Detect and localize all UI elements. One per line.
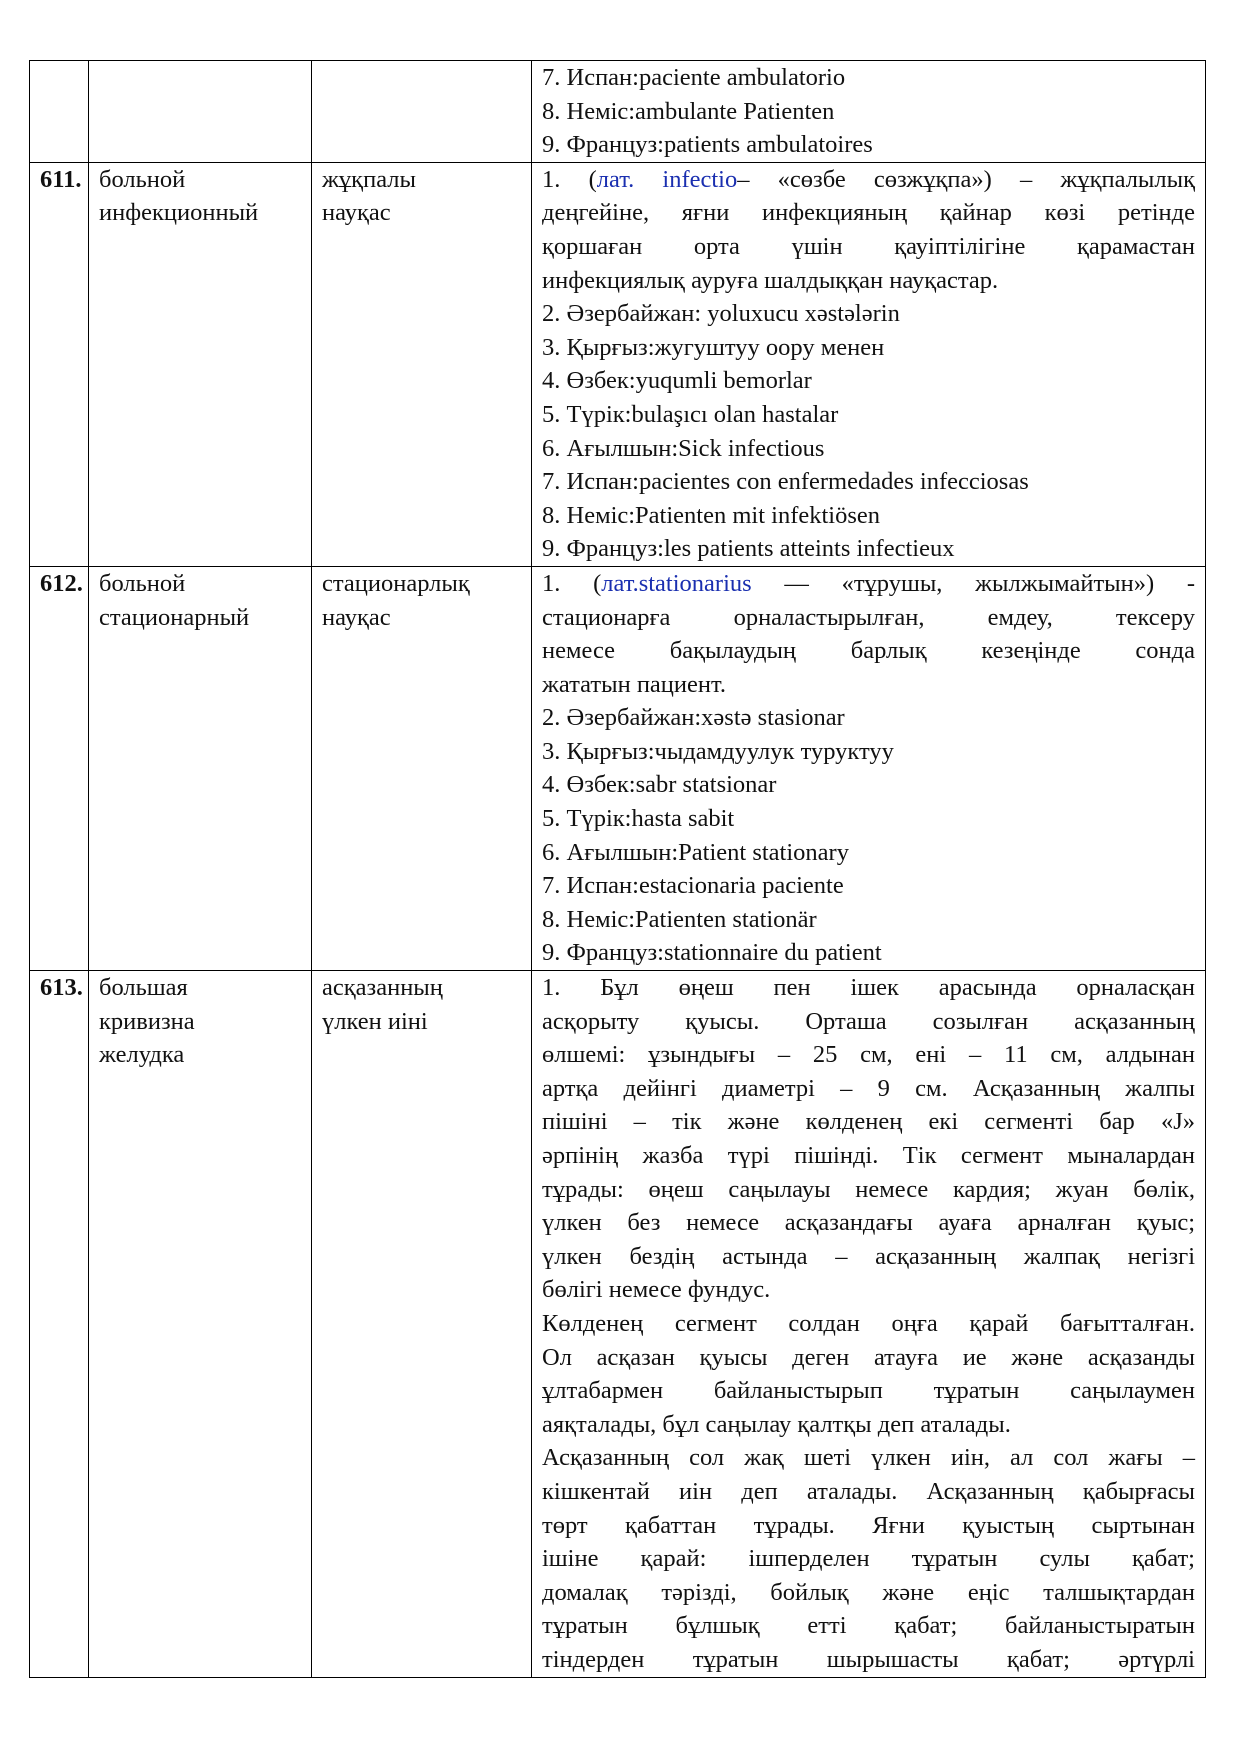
definition-line: тұрады: өңеш саңылауы немесе кардия; жуан бөлік,	[542, 1175, 1195, 1203]
definition-line: 1. Бұл өңеш пен ішек арасында орналасқан	[542, 974, 1195, 1002]
definition-line: кішкентай иін деп аталады. Асқазанның қабырғасы	[542, 1477, 1195, 1505]
definition-cell	[532, 566, 1206, 970]
translation-line: 8. Неміс:Patienten mit infektiösen	[542, 501, 881, 529]
definition-line: жататын пациент.	[542, 670, 727, 698]
entry-number	[30, 61, 89, 163]
definition-line: артқа дейінгі диаметрі – 9 см. Асқазанның жалпы	[542, 1074, 1195, 1102]
translation-line: 9. Француз:patients ambulatoires	[542, 131, 873, 159]
definition-line: домалақ тәрізді, бойлық және еңіс талшықтардан	[542, 1578, 1195, 1606]
definition-line: әрпінің жазба түрі пішінді. Тік сегмент мыналардан	[542, 1142, 1195, 1169]
definition-cell	[532, 61, 1206, 163]
definition-line: қоршаған орта үшін қауіптілігіне қарамастан	[542, 232, 1195, 260]
entry-number: 613.	[30, 971, 89, 1677]
kazakh-term: асқазанның үлкен иіні	[312, 971, 532, 1677]
definition-line: тұратын бұлшық етті қабат; байланыстыратын	[542, 1612, 1195, 1640]
translation-line: 3. Қырғыз:чыдамдуулук туруктуу	[542, 737, 894, 765]
definition-intro-line: 1. (лат.stationarius — «тұрушы, жылжымайтын») -	[542, 569, 1195, 597]
translation-line: 2. Әзербайжан:xəstə stasionar	[542, 704, 845, 732]
definition-line: ұлтабармен байланыстырып тұратын саңылаумен	[542, 1377, 1195, 1405]
translation-line: 7. Испан:paciente ambulatorio	[542, 64, 846, 91]
definition-line: үлкен бездің астында – асқазанның жалпақ негізгі	[542, 1242, 1195, 1270]
kazakh-term	[312, 61, 532, 163]
russian-term: большая кривизна желудка	[89, 971, 312, 1677]
translation-line: 7. Испан:pacientes con enfermedades infecciosas	[542, 468, 1029, 496]
table-row	[30, 566, 1206, 970]
latin-term: лат.stationarius	[601, 569, 752, 597]
definition-line: аяқталады, бұл саңылау қалтқы деп аталады.	[542, 1410, 1011, 1438]
translation-line: 6. Ағылшын:Sick infectious	[542, 434, 825, 462]
translation-line: 9. Француз:les patients atteints infectieux	[542, 535, 955, 563]
definition-line: төрт қабаттан тұрады. Яғни қуыстың сыртынан	[542, 1511, 1195, 1539]
table-row	[30, 162, 1206, 566]
russian-term: больной инфекционный	[89, 162, 312, 566]
definition-line: инфекциялық ауруға шалдыққан науқастар.	[542, 266, 999, 294]
definition-line: үлкен без немесе асқазандағы ауаға арналған қуыс;	[542, 1209, 1195, 1237]
translation-line: 9. Француз:stationnaire du patient	[542, 939, 882, 967]
dictionary-table	[29, 60, 1206, 1678]
translation-line: 3. Қырғыз:жугуштуу оору менен	[542, 333, 885, 361]
translation-line: 5. Түрік:bulaşıcı olan hastalar	[542, 400, 839, 428]
latin-term: лат. infectio	[596, 165, 738, 193]
translation-line: 7. Испан:estacionaria paciente	[542, 872, 844, 900]
definition-line: тіндерден тұратын шырышасты қабат; әртүрлі	[542, 1645, 1195, 1673]
definition-line: бөлігі немесе фундус.	[542, 1276, 771, 1304]
entry-number: 612.	[30, 566, 89, 970]
definition-intro-line: 1. (лат. infectio– «сөзбе сөзжұқпа») – жұқпалылық	[542, 165, 1195, 193]
kazakh-term: жұқпалы науқас	[312, 162, 532, 566]
definition-line: ішіне қарай: ішперделен тұратын сулы қабат;	[542, 1545, 1195, 1573]
translation-line: 2. Әзербайжан: yoluxucu xəstələrin	[542, 300, 900, 328]
translation-line: 4. Өзбек:yuqumli bemorlar	[542, 367, 812, 395]
translation-line: 6. Ағылшын:Patient stationary	[542, 838, 849, 866]
translation-line: 5. Түрік:hasta sabit	[542, 805, 735, 833]
definition-line: деңгейіне, яғни инфекцияның қайнар көзі ретінде	[542, 199, 1195, 227]
table-row	[30, 971, 1206, 1677]
definition-cell	[532, 971, 1206, 1677]
definition-line: пішіні – тік және көлденең екі сегменті бар «J»	[542, 1108, 1195, 1136]
russian-term: больной стационарный	[89, 566, 312, 970]
definition-line: Көлденең сегмент солдан оңға қарай бағытталған.	[542, 1309, 1195, 1337]
table-row	[30, 61, 1206, 163]
definition-line: Асқазанның сол жақ шеті үлкен иін, ал сол жағы –	[542, 1444, 1195, 1472]
definition-line: немесе бақылаудың барлық кезеңінде сонда	[542, 637, 1195, 665]
kazakh-term: стационарлық науқас	[312, 566, 532, 970]
definition-cell	[532, 162, 1206, 566]
translation-line: 8. Неміс:ambulante Patienten	[542, 97, 835, 125]
translation-line: 4. Өзбек:sabr statsionar	[542, 771, 777, 799]
definition-line: асқорыту қуысы. Орташа созылған асқазанның	[542, 1007, 1195, 1035]
russian-term	[89, 61, 312, 163]
definition-line: стационарға орналастырылған, емдеу, тексеру	[542, 603, 1195, 631]
definition-line: өлшемі: ұзындығы – 25 см, ені – 11 см, алдынан	[542, 1041, 1195, 1069]
translation-line: 8. Неміс:Patienten stationär	[542, 905, 817, 933]
definition-line: Ол асқазан қуысы деген атауға ие және асқазанды	[542, 1343, 1195, 1371]
entry-number: 611.	[30, 162, 89, 566]
